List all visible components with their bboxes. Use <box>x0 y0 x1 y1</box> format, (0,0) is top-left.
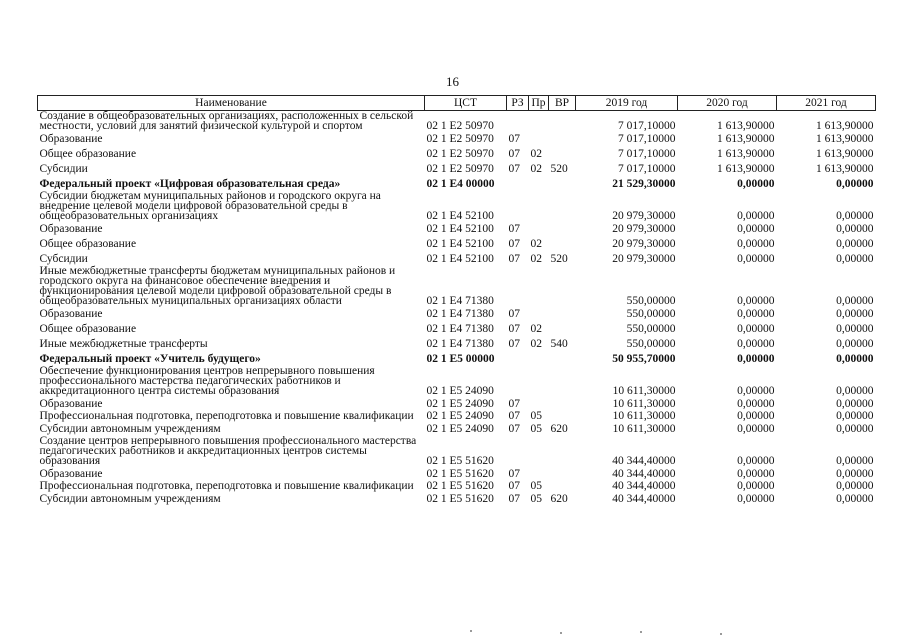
cell-cst: 02 1 E5 24090 <box>426 398 494 410</box>
cell-2021: 0,00000 <box>836 410 874 422</box>
cell-cst: 02 1 E4 71380 <box>426 295 494 307</box>
cell-name: Федеральный проект «Учитель будущего» <box>39 353 261 365</box>
cell-2019: 40 344,40000 <box>612 455 676 467</box>
cell-pr <box>529 436 549 466</box>
cell-vr <box>549 191 576 221</box>
cell-vr <box>549 176 576 191</box>
cell-2021: 0,00000 <box>836 253 874 265</box>
cell-vr <box>549 221 576 236</box>
cell-pr <box>529 131 549 146</box>
table-row <box>38 161 876 176</box>
cell-name: Создание центров непрерывного повышения профессионального мастерства педагогических работников и аккредитационных центров системы образования <box>39 435 417 467</box>
cell-2021: 0,00000 <box>836 238 874 250</box>
header-vr: ВР <box>549 96 576 111</box>
cell-2021: 0,00000 <box>836 455 874 467</box>
cell-pr: 05 <box>530 423 542 435</box>
table-row <box>38 191 876 221</box>
table-row <box>38 251 876 266</box>
cell-2019: 10 611,30000 <box>612 385 676 397</box>
cell-pr: 02 <box>530 253 542 265</box>
cell-pr <box>529 266 549 306</box>
cell-vr <box>549 131 576 146</box>
cell-2019: 20 979,30000 <box>612 238 676 250</box>
cell-name: Иные межбюджетные трансферты бюджетам муниципальных районов и городского округа на финансовое обеспечение внедрения и функционирования целевой модели цифровой образовательной среды в общеобразовательных муниципальных организациях области <box>39 265 396 307</box>
cell-cst: 02 1 E4 71380 <box>426 308 494 320</box>
cell-2021: 1 613,90000 <box>816 120 874 132</box>
cell-vr <box>549 366 576 396</box>
cell-2021: 1 613,90000 <box>816 133 874 145</box>
cell-2019: 7 017,10000 <box>618 163 676 175</box>
cell-pr <box>529 306 549 321</box>
cell-pr: 02 <box>530 163 542 175</box>
cell-2020: 0,00000 <box>737 353 775 365</box>
cell-cst: 02 1 E4 52100 <box>426 210 494 222</box>
cell-name: Профессиональная подготовка, переподготовка и повышение квалификации <box>39 410 414 422</box>
cell-rz: 07 <box>508 133 520 145</box>
cell-cst: 02 1 E4 52100 <box>426 253 494 265</box>
cell-cst: 02 1 E5 24090 <box>426 385 494 397</box>
header-pr: Пр <box>529 96 549 111</box>
cell-rz: 07 <box>508 398 520 410</box>
cell-cst: 02 1 E2 50970 <box>426 133 494 145</box>
cell-2019: 40 344,40000 <box>612 468 676 480</box>
cell-vr <box>549 436 576 466</box>
cell-2020: 1 613,90000 <box>717 148 775 160</box>
table-row <box>38 421 876 436</box>
table-body <box>38 111 876 507</box>
cell-rz <box>507 366 529 396</box>
table-row <box>38 221 876 236</box>
table-row <box>38 351 876 366</box>
cell-2021: 0,00000 <box>836 338 874 350</box>
cell-name: Субсидии бюджетам муниципальных районов и городского округа на внедрение целевой модели цифровой образовательной среды в общеобразовательных организациях <box>39 190 381 222</box>
cell-cst: 02 1 E5 51620 <box>426 493 494 505</box>
cell-cst: 02 1 E4 52100 <box>426 223 494 235</box>
cell-2021: 0,00000 <box>836 353 874 365</box>
cell-cst: 02 1 E2 50970 <box>426 163 494 175</box>
cell-2021: 0,00000 <box>836 295 874 307</box>
cell-2021: 0,00000 <box>836 398 874 410</box>
cell-cst: 02 1 E5 24090 <box>426 423 494 435</box>
cell-2020: 0,00000 <box>737 323 775 335</box>
cell-2021: 0,00000 <box>836 308 874 320</box>
cell-vr: 520 <box>550 163 568 175</box>
cell-2020: 1 613,90000 <box>717 120 775 132</box>
cell-2019: 550,00000 <box>626 338 676 350</box>
cell-2020: 0,00000 <box>737 468 775 480</box>
cell-rz: 07 <box>508 253 520 265</box>
cell-rz <box>507 351 529 366</box>
cell-cst: 02 1 E4 00000 <box>426 178 495 190</box>
cell-name: Образование <box>39 308 103 320</box>
cell-2021: 0,00000 <box>836 385 874 397</box>
cell-pr <box>529 111 549 132</box>
cell-pr: 02 <box>530 323 542 335</box>
table-row <box>38 111 876 132</box>
budget-table <box>37 95 876 506</box>
cell-2020: 1 613,90000 <box>717 133 775 145</box>
cell-2021: 0,00000 <box>836 223 874 235</box>
cell-rz: 07 <box>508 163 520 175</box>
table-row <box>38 491 876 506</box>
cell-2021: 0,00000 <box>836 468 874 480</box>
cell-vr: 540 <box>550 338 568 350</box>
cell-2021: 0,00000 <box>836 493 874 505</box>
table-row <box>38 436 876 466</box>
cell-vr <box>549 411 576 421</box>
cell-rz: 07 <box>508 423 520 435</box>
cell-pr <box>529 366 549 396</box>
cell-2019: 10 611,30000 <box>612 398 676 410</box>
cell-pr: 02 <box>530 238 542 250</box>
cell-vr <box>549 481 576 491</box>
cell-name: Субсидии автономным учреждениям <box>39 423 221 435</box>
cell-name: Создание в общеобразовательных организациях, расположенных в сельской местности, условий для занятий физической культурой и спортом <box>39 110 414 132</box>
cell-name: Субсидии <box>39 163 88 175</box>
cell-2019: 50 955,70000 <box>612 353 676 365</box>
cell-rz: 07 <box>508 308 520 320</box>
cell-cst: 02 1 E5 51620 <box>426 455 494 467</box>
page-number: 16 <box>446 74 459 89</box>
cell-pr <box>529 351 549 366</box>
header-rz: РЗ <box>507 96 529 111</box>
cell-2019: 20 979,30000 <box>612 253 676 265</box>
table-row <box>38 481 876 491</box>
cell-2019: 7 017,10000 <box>618 133 676 145</box>
cell-pr: 02 <box>530 148 542 160</box>
cell-2021: 0,00000 <box>836 323 874 335</box>
cell-cst: 02 1 E5 51620 <box>426 468 494 480</box>
cell-pr <box>529 176 549 191</box>
cell-vr <box>549 351 576 366</box>
table-row <box>38 236 876 251</box>
table-row <box>38 411 876 421</box>
cell-vr <box>549 321 576 336</box>
cell-2020: 0,00000 <box>737 210 775 222</box>
cell-2020: 1 613,90000 <box>717 163 775 175</box>
cell-name: Субсидии автономным учреждениям <box>39 493 221 505</box>
table-row <box>38 336 876 351</box>
table-row <box>38 396 876 411</box>
table-row <box>38 176 876 191</box>
cell-2019: 10 611,30000 <box>612 410 676 422</box>
cell-pr <box>529 396 549 411</box>
cell-2019: 550,00000 <box>626 323 676 335</box>
cell-rz: 07 <box>508 410 520 422</box>
cell-2020: 0,00000 <box>737 480 775 492</box>
cell-2019: 10 611,30000 <box>612 423 676 435</box>
cell-rz <box>507 111 529 132</box>
cell-vr <box>549 396 576 411</box>
cell-pr: 05 <box>530 410 542 422</box>
cell-cst: 02 1 E4 52100 <box>426 238 494 250</box>
cell-name: Образование <box>39 468 103 480</box>
header-2020: 2020 год <box>678 96 777 111</box>
cell-rz: 07 <box>508 323 520 335</box>
table-row <box>38 466 876 481</box>
cell-name: Профессиональная подготовка, переподготовка и повышение квалификации <box>39 480 414 492</box>
cell-rz <box>507 436 529 466</box>
cell-cst: 02 1 E5 51620 <box>426 480 494 492</box>
cell-2020: 0,00000 <box>737 455 775 467</box>
table-row <box>38 146 876 161</box>
cell-2020: 0,00000 <box>737 385 775 397</box>
cell-2020: 0,00000 <box>737 308 775 320</box>
cell-2019: 550,00000 <box>626 295 676 307</box>
table-row <box>38 306 876 321</box>
cell-2019: 20 979,30000 <box>612 210 676 222</box>
cell-2021: 0,00000 <box>836 210 874 222</box>
cell-2020: 0,00000 <box>737 493 775 505</box>
cell-2019: 20 979,30000 <box>612 223 676 235</box>
cell-name: Общее образование <box>39 238 137 250</box>
cell-vr <box>549 236 576 251</box>
cell-name: Общее образование <box>39 323 137 335</box>
cell-2021: 1 613,90000 <box>816 163 874 175</box>
cell-rz: 07 <box>508 148 520 160</box>
cell-cst: 02 1 E5 24090 <box>426 410 494 422</box>
cell-rz <box>507 266 529 306</box>
cell-vr <box>549 266 576 306</box>
table-row <box>38 366 876 396</box>
cell-2020: 0,00000 <box>737 295 775 307</box>
cell-vr: 520 <box>550 253 568 265</box>
cell-name: Образование <box>39 223 103 235</box>
cell-cst: 02 1 E4 71380 <box>426 323 494 335</box>
cell-vr <box>549 306 576 321</box>
cell-2021: 1 613,90000 <box>816 148 874 160</box>
cell-2020: 0,00000 <box>737 423 775 435</box>
cell-2019: 7 017,10000 <box>618 148 676 160</box>
cell-2019: 21 529,30000 <box>612 178 676 190</box>
header-2021: 2021 год <box>777 96 876 111</box>
cell-2020: 0,00000 <box>737 238 775 250</box>
cell-pr: 02 <box>530 338 542 350</box>
cell-rz: 07 <box>508 493 520 505</box>
cell-name: Общее образование <box>39 148 137 160</box>
cell-name: Образование <box>39 133 103 145</box>
cell-vr <box>549 146 576 161</box>
header-2019: 2019 год <box>576 96 678 111</box>
cell-pr: 05 <box>530 493 542 505</box>
table-header <box>38 96 876 111</box>
header-name: Наименование <box>38 96 425 111</box>
cell-cst: 02 1 E2 50970 <box>426 148 494 160</box>
cell-2019: 7 017,10000 <box>618 120 676 132</box>
cell-vr <box>549 466 576 481</box>
cell-cst: 02 1 E2 50970 <box>426 120 494 132</box>
cell-rz: 07 <box>508 338 520 350</box>
cell-2020: 0,00000 <box>737 178 775 190</box>
cell-2019: 550,00000 <box>626 308 676 320</box>
cell-2020: 0,00000 <box>737 338 775 350</box>
cell-pr: 05 <box>530 480 542 492</box>
cell-name: Субсидии <box>39 253 88 265</box>
cell-name: Обеспечение функционирования центров непрерывного повышения профессионального мастерства педагогических работников и аккредитационного центра системы образования <box>39 365 375 397</box>
cell-name: Федеральный проект «Цифровая образовательная среда» <box>39 178 341 190</box>
cell-2021: 0,00000 <box>836 178 874 190</box>
table-row <box>38 131 876 146</box>
cell-pr <box>529 221 549 236</box>
cell-vr: 620 <box>550 423 568 435</box>
cell-rz: 07 <box>508 480 520 492</box>
cell-rz <box>507 191 529 221</box>
cell-vr: 620 <box>550 493 568 505</box>
cell-name: Образование <box>39 398 103 410</box>
cell-2021: 0,00000 <box>836 480 874 492</box>
cell-2021: 0,00000 <box>836 423 874 435</box>
cell-cst: 02 1 E5 00000 <box>426 353 495 365</box>
cell-2020: 0,00000 <box>737 223 775 235</box>
table-row <box>38 321 876 336</box>
header-cst: ЦСТ <box>425 96 507 111</box>
cell-pr <box>529 466 549 481</box>
cell-name: Иные межбюджетные трансферты <box>39 338 208 350</box>
cell-rz: 07 <box>508 468 520 480</box>
cell-2020: 0,00000 <box>737 253 775 265</box>
cell-2019: 40 344,40000 <box>612 493 676 505</box>
cell-2020: 0,00000 <box>737 398 775 410</box>
cell-rz <box>507 176 529 191</box>
cell-cst: 02 1 E4 71380 <box>426 338 494 350</box>
table-row <box>38 266 876 306</box>
cell-rz: 07 <box>508 238 520 250</box>
cell-rz: 07 <box>508 223 520 235</box>
cell-pr <box>529 191 549 221</box>
cell-2020: 0,00000 <box>737 410 775 422</box>
cell-vr <box>549 111 576 132</box>
cell-2019: 40 344,40000 <box>612 480 676 492</box>
